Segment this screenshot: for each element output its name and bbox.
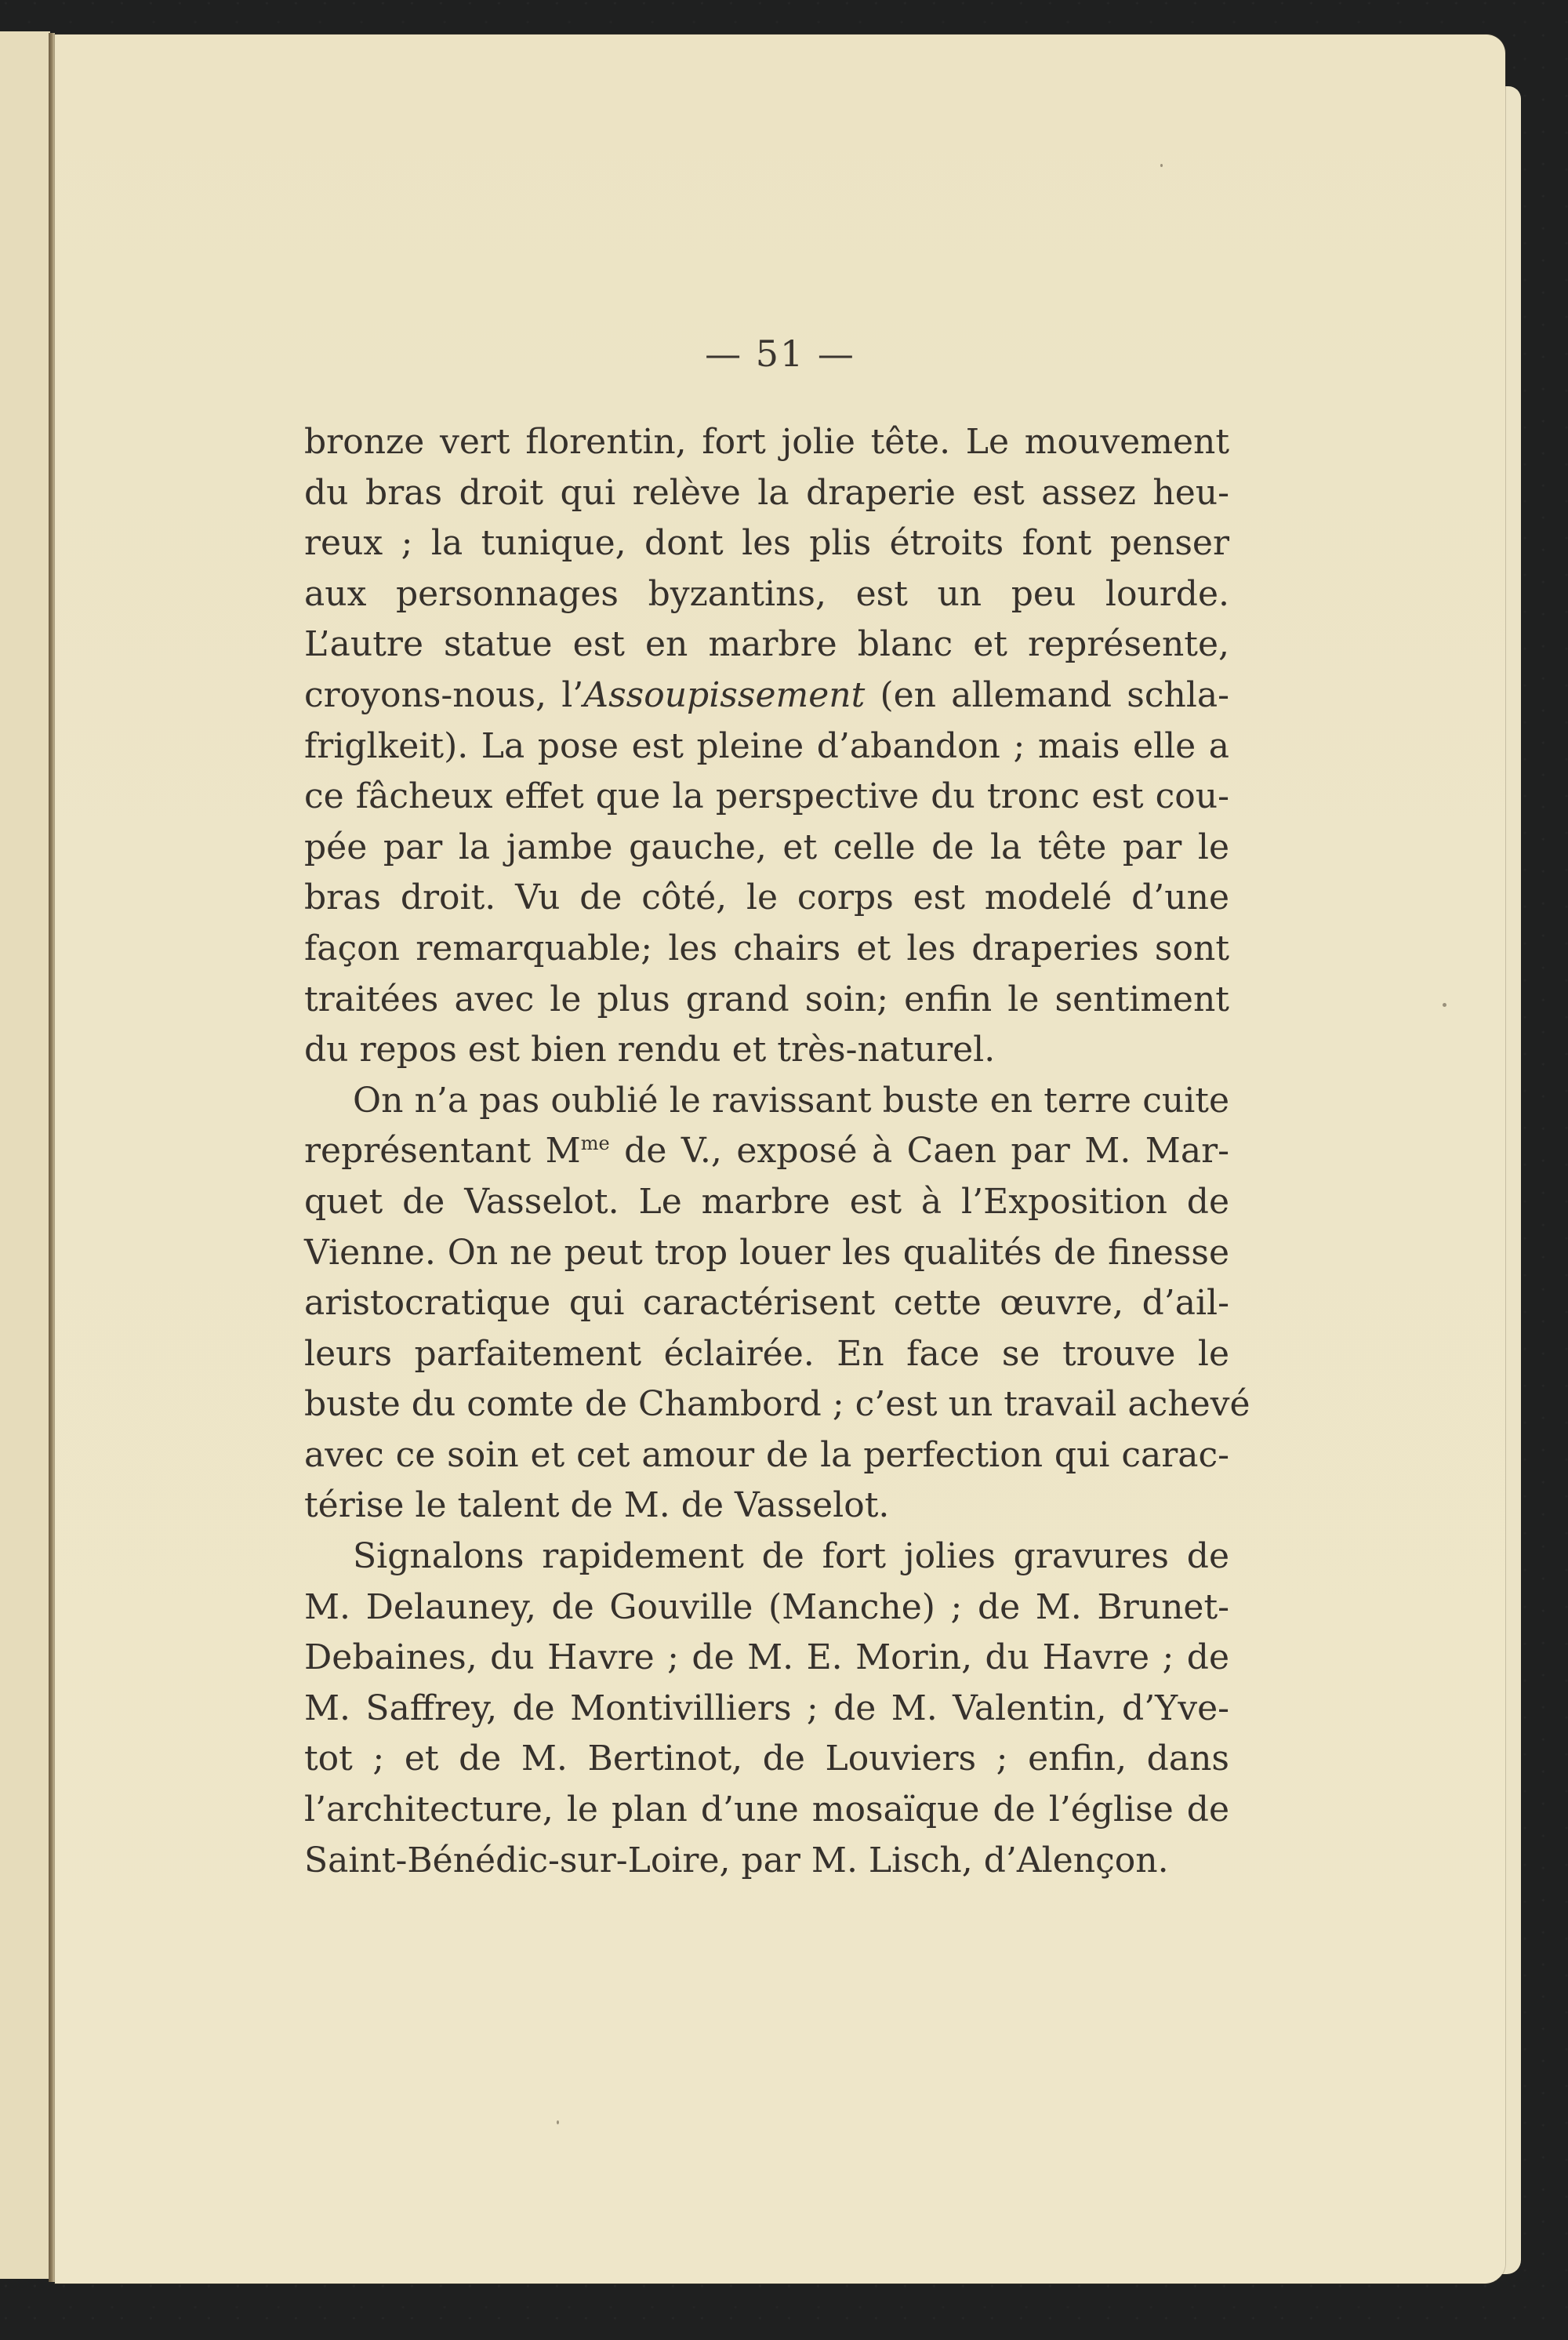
paragraph (304, 417, 1229, 1076)
text-line: bronze vert florentin, fort jolie tête. Le mouvement (304, 422, 1229, 462)
text-line: Vienne. On ne peut trop louer les qualités de finesse (304, 1232, 1229, 1273)
paper-speck (557, 2120, 559, 2124)
book-gutter (49, 33, 55, 2282)
text-line: térise le talent de M. de Vasselot. (304, 1485, 890, 1526)
text-line: M. Delauney, de Gouville (Manche) ; de M. Brunet- (304, 1586, 1229, 1627)
text-line: bras droit. Vu de côté, le corps est modelé d’une (304, 878, 1229, 918)
text-line: représentant $M^{me}$ de V., exposé à Caen par M. Mar- (304, 1131, 1229, 1172)
text-line: Signalons rapidement de fort jolies gravures de (353, 1536, 1229, 1577)
text-line: avec ce soin et cet amour de la perfection qui carac- (304, 1434, 1229, 1475)
paragraph (304, 1076, 1250, 1532)
paragraph (304, 1532, 1229, 1886)
italic-term: Assoupissement (583, 674, 866, 715)
body-text (304, 417, 1250, 1886)
text-line: reux ; la tunique, dont les plis étroits font penser (304, 523, 1229, 564)
text-line: On n’a pas oublié le ravissant buste en terre cuite (353, 1080, 1229, 1121)
text-line: leurs parfaitement éclairée. En face se trouve le (304, 1333, 1229, 1374)
book-page (55, 35, 1505, 2284)
text-line: Saint-Bénédic-sur-Loire, par M. Lisch, d’Alençon. (304, 1840, 1169, 1880)
text-line: croyons-nous, l’Assoupissement (en allemand schla- (304, 674, 1230, 715)
text-line: façon remarquable; les chairs et les draperies sont (304, 928, 1229, 968)
text-line: aristocratique qui caractérisent cette œuvre, d’ail- (304, 1283, 1229, 1324)
facing-page-edge (0, 31, 50, 2279)
text-line: L’autre statue est en marbre blanc et représente, (304, 624, 1229, 665)
text-line: friglkeit). La pose est pleine d’abandon ; mais elle a (304, 725, 1229, 766)
page-number: — 51 — (705, 332, 855, 375)
text-line: aux personnages byzantins, est un peu lourde. (304, 573, 1229, 614)
text-line: Debaines, du Havre ; de M. E. Morin, du Havre ; de (304, 1637, 1229, 1678)
text-line: traitées avec le plus grand soin; enfin le sentiment (304, 979, 1229, 1019)
paper-speck (1160, 164, 1163, 167)
superscript-abbrev: me (580, 1132, 610, 1155)
text-line: ce fâcheux effet que la perspective du tronc est cou- (304, 776, 1229, 817)
text-line: M. Saffrey, de Montivilliers ; de M. Valentin, d’Yve- (304, 1688, 1229, 1728)
text-line: l’architecture, le plan d’une mosaïque de l’église de (304, 1790, 1229, 1830)
text-line: du bras droit qui relève la draperie est assez heu- (304, 472, 1229, 513)
text-line: quet de Vasselot. Le marbre est à l’Exposition de (304, 1181, 1229, 1222)
text-line: pée par la jambe gauche, et celle de la tête par le (304, 827, 1229, 867)
text-line: du repos est bien rendu et très-naturel. (304, 1030, 996, 1070)
paper-speck (1443, 1003, 1446, 1007)
text-line: buste du comte de Chambord ; c’est un travail achevé (304, 1384, 1250, 1425)
text-line: tot ; et de M. Bertinot, de Louviers ; enfin, dans (304, 1739, 1229, 1779)
